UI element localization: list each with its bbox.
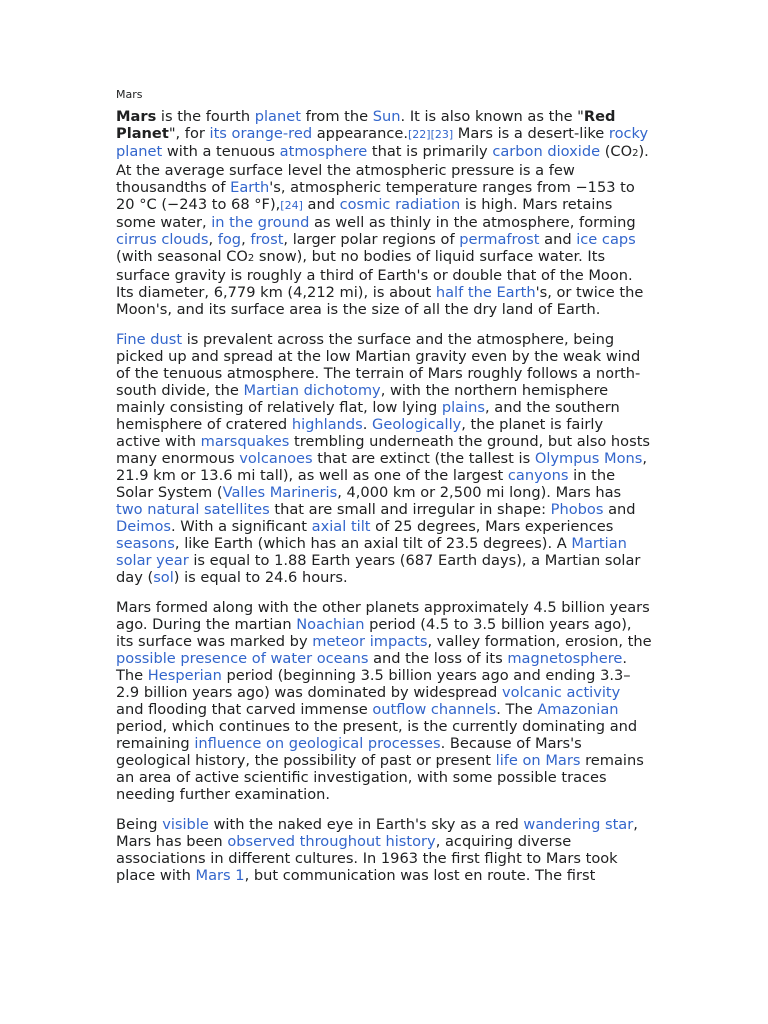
text-run: and — [302, 196, 340, 213]
article-link[interactable]: Geologically — [372, 416, 462, 433]
text-run: and — [539, 231, 577, 248]
bold-text: Red Planet — [116, 108, 616, 142]
text-run: is prevalent across the surface and the atmosphere, being picked up and spread at the low Martian gravity even by the weak wind of the tenuous atmosphere. The terrain of Mars roughly follows a north-south divide, the — [116, 331, 641, 399]
text-run: . Because of Mars's geological history, the possibility of past or present — [116, 735, 582, 769]
article-link[interactable]: wandering star — [523, 816, 634, 833]
article-link[interactable]: sol — [153, 569, 174, 586]
text-run: is equal to 1.88 Earth years (687 Earth days), a Martian solar day ( — [116, 552, 641, 586]
article-link[interactable]: Amazonian — [537, 701, 619, 718]
subscript-text: 2 — [247, 253, 255, 264]
article-link[interactable]: rocky planet — [116, 125, 649, 160]
paragraph-intro — [116, 108, 652, 318]
text-run: as well as thinly in the atmosphere, forming — [309, 214, 636, 231]
article-link[interactable]: seasons — [116, 535, 175, 552]
text-run: . The — [116, 650, 628, 684]
text-run: , 21.9 km or 13.6 mi tall), as well as one of the largest — [116, 450, 647, 484]
article-link[interactable]: permafrost — [459, 231, 540, 248]
article-link[interactable]: Sun — [372, 108, 401, 125]
text-run: period (beginning 3.5 billion years ago and ending 3.3–2.9 billion years ago) was dominated by widespread — [116, 667, 631, 701]
text-run: appearance. — [312, 125, 408, 142]
article-link[interactable]: cosmic radiation — [339, 196, 461, 213]
article-link[interactable]: possible presence of water oceans — [116, 650, 369, 667]
text-run: (CO — [600, 143, 633, 160]
text-run: , like Earth (which has an axial tilt of 23.5 degrees). A — [174, 535, 572, 552]
text-run: ) is equal to 24.6 hours. — [173, 569, 348, 586]
article — [116, 88, 652, 897]
document-title: Mars — [116, 88, 143, 101]
article-link[interactable]: half the Earth — [435, 284, 536, 301]
text-run: , — [208, 231, 218, 248]
text-run: 's, atmospheric temperature ranges from −153 to 20 °C (−243 to 68 °F), — [116, 179, 635, 213]
text-run: of 25 degrees, Mars experiences — [370, 518, 614, 535]
article-link[interactable]: observed throughout history — [227, 833, 436, 850]
text-run: snow), but no bodies of liquid surface water. Its surface gravity is roughly a third of Earth's or double that of the Moon. Its diameter, 6,779 km (4,212 mi), is about — [116, 248, 633, 301]
paragraph-observation — [116, 816, 652, 884]
citation-link[interactable]: [24] — [280, 199, 303, 212]
text-run: is high. Mars retains some water, — [116, 196, 613, 231]
bold-text: Mars — [116, 108, 157, 125]
text-run: , and the southern hemisphere of cratered — [116, 399, 620, 433]
article-link[interactable]: Olympus Mons — [534, 450, 643, 467]
text-run: that are extinct (the tallest is — [312, 450, 535, 467]
article-link[interactable]: Martian dichotomy — [243, 382, 381, 399]
text-run: and the loss of its — [368, 650, 508, 667]
article-link[interactable]: frost — [250, 231, 284, 248]
article-link[interactable]: carbon dioxide — [492, 143, 601, 160]
article-link[interactable]: planet — [254, 108, 301, 125]
text-run: , — [241, 231, 251, 248]
text-run: ). At the average surface level the atmospheric pressure is a few thousandths of — [116, 143, 649, 196]
text-run: (with seasonal CO — [116, 248, 248, 265]
text-run: , 4,000 km or 2,500 mi long). Mars has — [337, 484, 622, 501]
text-run: that is primarily — [367, 143, 493, 160]
article-link[interactable]: influence on geological processes — [194, 735, 441, 752]
text-run: Mars formed along with the other planets approximately 4.5 billion years ago. During the martian — [116, 599, 650, 633]
article-link[interactable]: in the ground — [211, 214, 310, 231]
text-run: . With a significant — [171, 518, 312, 535]
article-link[interactable]: atmosphere — [279, 143, 368, 160]
article-link[interactable]: life on Mars — [495, 752, 581, 769]
text-run: Being — [116, 816, 163, 833]
article-link[interactable]: Noachian — [296, 616, 365, 633]
article-link[interactable]: plains — [441, 399, 486, 416]
text-run: trembling underneath the ground, but also hosts many enormous — [116, 433, 651, 467]
text-run: in the Solar System ( — [116, 467, 616, 501]
article-link[interactable]: Valles Marineris — [222, 484, 338, 501]
article-link[interactable]: visible — [162, 816, 209, 833]
article-link[interactable]: volcanoes — [239, 450, 313, 467]
text-run: period (4.5 to 3.5 billion years ago), its surface was marked by — [116, 616, 632, 650]
text-run: , valley formation, erosion, the — [427, 633, 652, 650]
text-run: with the naked eye in Earth's sky as a red — [208, 816, 524, 833]
text-run: Mars is a desert-like — [453, 125, 609, 142]
citation-link[interactable]: [22] — [407, 128, 431, 141]
subscript-text: 2 — [632, 148, 639, 159]
text-run: , acquiring diverse associations in different cultures. In 1963 the first flight to Mars took place with — [116, 833, 618, 884]
text-run: remains an area of active scientific investigation, with some possible traces needing further examination. — [116, 752, 644, 803]
text-run: , larger polar regions of — [283, 231, 460, 248]
text-run: that are small and irregular in shape: — [269, 501, 551, 518]
article-link[interactable]: cirrus clouds — [116, 231, 209, 248]
text-run: . The — [496, 701, 538, 718]
text-run: , but communication was lost en route. The first — [244, 867, 596, 884]
citation-link[interactable]: [23] — [430, 128, 454, 141]
article-link[interactable]: axial tilt — [311, 518, 371, 535]
text-run: , Mars has been — [116, 816, 638, 850]
article-link[interactable]: Fine dust — [116, 331, 183, 348]
article-link[interactable]: meteor impacts — [312, 633, 428, 650]
text-run: and — [603, 501, 636, 518]
article-link[interactable]: Deimos — [116, 518, 172, 535]
text-run: . It is also known as the " — [400, 108, 584, 125]
article-link[interactable]: its orange-red — [209, 125, 313, 142]
text-run: 's, or twice the Moon's, and its surface area is the size of all the dry land of Earth. — [116, 284, 644, 318]
article-link[interactable]: ice caps — [576, 231, 636, 248]
text-run: and flooding that carved immense — [116, 701, 373, 718]
article-link[interactable]: outflow channels — [372, 701, 497, 718]
article-link[interactable]: Phobos — [550, 501, 604, 518]
article-link[interactable]: Earth — [230, 179, 270, 196]
article-link[interactable]: marsquakes — [200, 433, 290, 450]
article-link[interactable]: Mars 1 — [195, 867, 245, 884]
text-run: . — [362, 416, 373, 433]
article-link[interactable]: canyons — [507, 467, 569, 484]
text-run: , with the northern hemisphere mainly consisting of relatively flat, low lying — [116, 382, 609, 416]
text-run: ", for — [168, 125, 210, 142]
text-run: with a tenuous — [162, 143, 280, 160]
article-link[interactable]: two natural satellites — [116, 501, 270, 518]
article-link[interactable]: highlands — [291, 416, 363, 433]
article-link[interactable]: volcanic activity — [501, 684, 621, 701]
text-run: period, which continues to the present, is the currently dominating and remaining — [116, 718, 638, 752]
article-link[interactable]: fog — [217, 231, 242, 248]
paragraph-surface — [116, 331, 652, 586]
paragraph-history — [116, 599, 652, 803]
article-link[interactable]: Hesperian — [147, 667, 222, 684]
text-run: is the fourth — [156, 108, 255, 125]
article-link[interactable]: magnetosphere — [507, 650, 623, 667]
article-link[interactable]: Martian solar year — [116, 535, 627, 569]
text-run: from the — [300, 108, 373, 125]
text-run: , the planet is fairly active with — [116, 416, 604, 450]
